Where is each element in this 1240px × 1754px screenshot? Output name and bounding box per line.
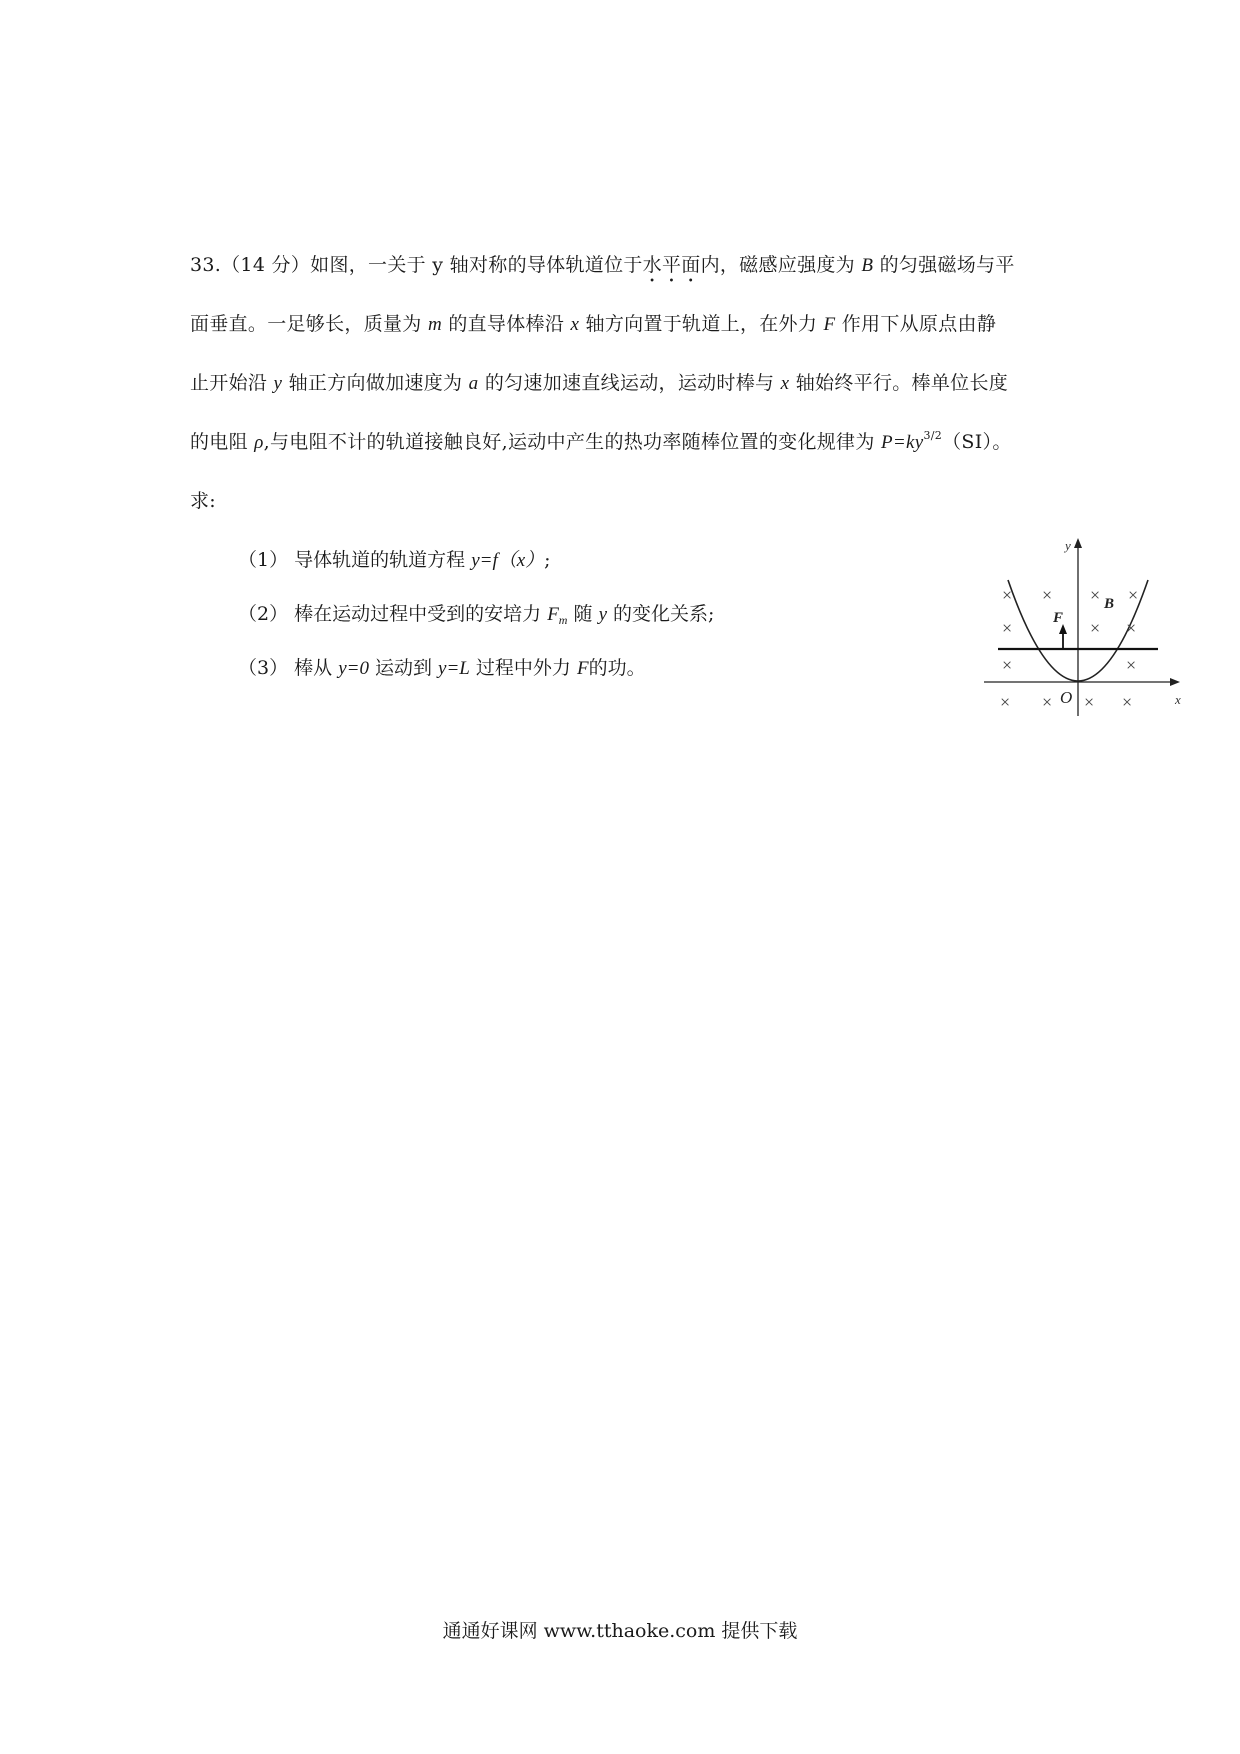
text-segment: ; (544, 549, 551, 571)
text-segment: 的匀速加速直线运动，运动时棒与 (478, 372, 781, 394)
text-segment: 轴始终平行。棒单位长度 (789, 372, 1009, 394)
symbol-B: B (861, 255, 874, 276)
condition-y0: y=0 (338, 658, 369, 679)
problem-line-4 (190, 413, 1060, 472)
field-mark: × (1042, 692, 1053, 712)
text-segment: 棒在运动过程中受到的安培力 (294, 603, 548, 625)
text-segment: 的变化关系; (607, 603, 715, 625)
text-segment: 的匀强磁场与平 (873, 254, 1015, 276)
symbol-y: y (598, 604, 607, 625)
emphasized-text: 水平面 (642, 254, 701, 276)
symbol-rho: ρ (254, 432, 264, 453)
text-segment: 的功。 (588, 657, 646, 679)
text-segment: 导体轨道的轨道方程 (294, 549, 472, 571)
text-segment: 如图，一关于 y 轴对称的导体轨道位于 (310, 254, 643, 276)
text-segment: 轴正方向做加速度为 (282, 372, 469, 394)
symbol-F: F (576, 658, 589, 679)
text-segment: 棒从 (294, 657, 339, 679)
problem-line-2 (190, 295, 1060, 354)
symbol-x: x (780, 373, 790, 394)
symbol-m: m (427, 314, 442, 335)
field-mark: × (1126, 655, 1137, 675)
y-axis-label: y (1065, 538, 1071, 553)
field-mark: × (1042, 585, 1053, 605)
field-mark: × (1126, 618, 1137, 638)
question-3 (238, 656, 646, 681)
text-segment: 随 (567, 603, 599, 625)
origin-label: O (1060, 688, 1073, 707)
field-mark: × (1084, 692, 1095, 712)
text-segment: 的电阻 (190, 431, 255, 453)
field-mark: × (1090, 618, 1101, 638)
text-segment: 过程中外力 (469, 657, 577, 679)
field-label: B (1104, 596, 1115, 612)
force-label: F (1053, 610, 1064, 626)
field-mark: × (1122, 692, 1133, 712)
power-exponent: 3/2 (923, 429, 943, 442)
question-number: （3） (238, 657, 289, 679)
problem-line-3 (190, 354, 1060, 413)
text-segment: 的直导体棒沿 (441, 313, 571, 335)
subscript-m: m (558, 613, 568, 627)
symbol-x: x (570, 314, 580, 335)
track-equation: y=f（x） (471, 550, 545, 571)
question-number: （2） (238, 603, 289, 625)
symbol-a: a (468, 373, 479, 394)
field-mark: × (1000, 692, 1011, 712)
symbol-F: F (823, 314, 836, 335)
field-mark: × (1002, 655, 1013, 675)
text-segment: ,与电阻不计的轨道接触良好,运动中产生的热功率随棒位置的变化规律为 (263, 431, 881, 453)
field-mark: × (1090, 585, 1101, 605)
rail-diagram (980, 536, 1200, 722)
field-mark: × (1128, 585, 1139, 605)
x-axis-label: x (1175, 692, 1181, 707)
field-mark: × (1002, 618, 1013, 638)
text-segment: 止开始沿 (190, 372, 274, 394)
problem-number: 33. (190, 254, 222, 276)
text-segment: 运动到 (368, 657, 439, 679)
symbol-y: y (273, 373, 283, 394)
text-segment: 轴方向置于轨道上，在外力 (579, 313, 824, 335)
page-footer: 通通好课网 www.tthaoke.com 提供下载 (442, 1620, 798, 1642)
y-axis-arrow (1074, 538, 1082, 548)
problem-line-1 (190, 236, 1060, 295)
text-segment: （SI）。 (942, 431, 1012, 453)
field-mark: × (1002, 585, 1013, 605)
text-segment: 内，磁感应强度为 (700, 254, 862, 276)
question-number: （1） (238, 549, 289, 571)
problem-line-5: 求: (190, 490, 217, 512)
question-1 (238, 548, 551, 573)
text-segment: 作用下从原点由静 (835, 313, 997, 335)
power-formula: P=ky (881, 432, 924, 453)
problem-score: （14 分） (221, 254, 311, 276)
problem-text (190, 236, 1060, 530)
condition-yL: y=L (438, 658, 470, 679)
symbol-F: F (547, 604, 559, 625)
text-segment: 面垂直。一足够长，质量为 (190, 313, 428, 335)
question-2 (238, 602, 714, 627)
x-axis-arrow (1170, 678, 1180, 686)
